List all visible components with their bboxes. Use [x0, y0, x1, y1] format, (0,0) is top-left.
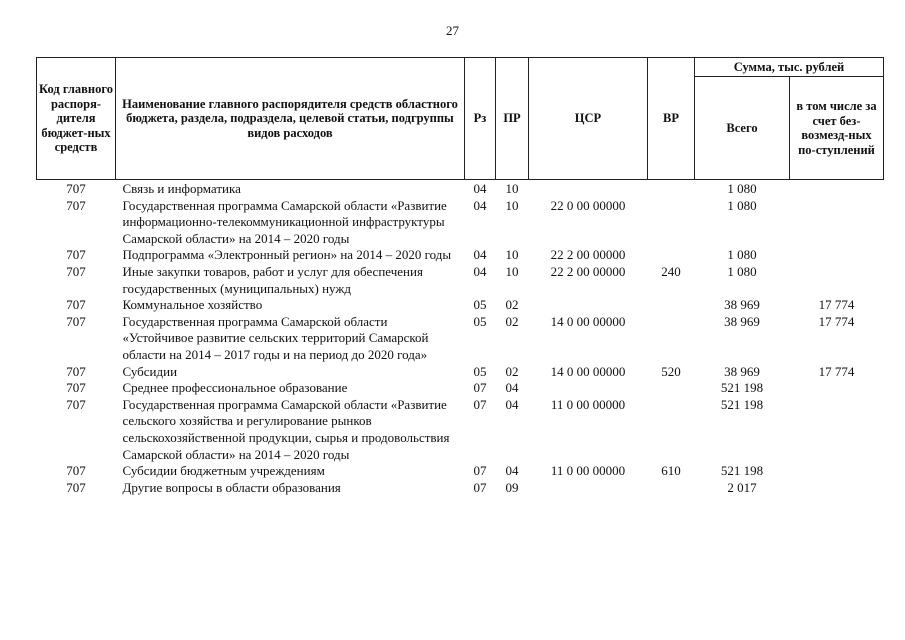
cell-total: 1 080 [727, 197, 757, 213]
cell-csr [529, 180, 648, 198]
cell-name: Коммунальное хозяйство [122, 297, 263, 313]
cell-pr: 04 [505, 380, 519, 396]
cell-csr [529, 380, 648, 397]
cell-code: 707 [66, 263, 86, 279]
cell-vr [648, 380, 695, 397]
cell-csr: 11 0 00 00000 [550, 463, 626, 479]
cell-total: 38 969 [724, 297, 760, 313]
table-row [37, 314, 884, 364]
cell-total: 521 198 [720, 463, 764, 479]
cell-pr: 04 [505, 463, 519, 479]
cell-code: 707 [66, 463, 86, 479]
cell-total: 521 198 [720, 396, 764, 412]
cell-free: 17 774 [818, 313, 855, 329]
cell-free: 17 774 [818, 363, 855, 379]
cell-vr [648, 247, 695, 264]
header-total: Всего [695, 77, 790, 180]
table-row [37, 463, 884, 480]
cell-pr: 02 [505, 297, 519, 313]
table-row [37, 264, 884, 297]
cell-vr [648, 180, 695, 198]
header-rz: Рз [465, 58, 496, 180]
cell-rz: 05 [473, 363, 487, 379]
cell-free [790, 198, 884, 248]
cell-code: 707 [66, 297, 86, 313]
cell-rz: 07 [473, 396, 487, 412]
cell-free [790, 397, 884, 463]
header-code: Код главного распоря-дителя бюджет-ных средств [37, 58, 116, 180]
cell-code: 707 [66, 380, 86, 396]
cell-name: Государственная программа Самарской области «Развитие сельского хозяйства и регулирование рынков сельскохозяйственной продукции, сырья и продовольствия Самарской области» на 2014 – 2020 годы [122, 396, 450, 462]
cell-total: 1 080 [727, 263, 757, 279]
table-row [37, 397, 884, 463]
cell-csr [529, 297, 648, 314]
header-csr: ЦСР [529, 58, 648, 180]
cell-csr [529, 480, 648, 497]
header-name: Наименование главного распорядителя средств областного бюджета, раздела, подраздела, целевой статьи, подгруппы видов расходов [116, 58, 465, 180]
header-sum: Сумма, тыс. рублей [695, 58, 884, 77]
cell-rz: 07 [473, 380, 487, 396]
cell-name: Субсидии бюджетным учреждениям [122, 463, 325, 479]
cell-total: 38 969 [724, 313, 760, 329]
cell-name: Подпрограмма «Электронный регион» на 2014 – 2020 годы [122, 247, 452, 263]
table-row [37, 297, 884, 314]
cell-pr: 09 [505, 479, 519, 495]
cell-name: Другие вопросы в области образования [122, 479, 341, 495]
cell-rz: 04 [473, 197, 487, 213]
cell-vr: 240 [661, 263, 681, 279]
cell-vr [648, 480, 695, 497]
cell-total: 1 080 [727, 247, 757, 263]
cell-pr: 04 [505, 396, 519, 412]
cell-csr: 14 0 00 00000 [550, 313, 626, 329]
table-body [37, 180, 884, 497]
cell-csr: 11 0 00 00000 [550, 396, 626, 412]
cell-free [790, 463, 884, 480]
cell-name: Государственная программа Самарской области «Устойчивое развитие сельских территорий Самарской области на 2014 – 2017 годы и на период до 2020 года» [122, 313, 429, 362]
cell-pr: 10 [505, 263, 519, 279]
table-row [37, 180, 884, 198]
cell-code: 707 [66, 313, 86, 329]
cell-total: 521 198 [720, 380, 764, 396]
cell-pr: 10 [505, 247, 519, 263]
cell-vr: 610 [661, 463, 681, 479]
cell-code: 707 [66, 363, 86, 379]
cell-free [790, 380, 884, 397]
cell-free [790, 180, 884, 198]
cell-rz: 04 [473, 247, 487, 263]
cell-code: 707 [66, 197, 86, 213]
header-vr: ВР [648, 58, 695, 180]
cell-vr [648, 198, 695, 248]
budget-table [36, 57, 884, 496]
table-row [37, 380, 884, 397]
cell-pr: 02 [505, 313, 519, 329]
table-row [37, 247, 884, 264]
cell-rz: 07 [473, 463, 487, 479]
cell-rz: 05 [473, 313, 487, 329]
cell-vr [648, 397, 695, 463]
cell-pr: 10 [505, 181, 519, 196]
cell-free: 17 774 [818, 297, 855, 313]
cell-csr: 22 2 00 00000 [550, 247, 626, 263]
cell-vr [648, 314, 695, 364]
page-number: 27 [446, 23, 459, 38]
cell-name: Связь и информатика [122, 181, 241, 196]
cell-code: 707 [66, 396, 86, 412]
cell-csr: 22 2 00 00000 [550, 263, 626, 279]
cell-total: 1 080 [727, 181, 757, 196]
cell-free [790, 480, 884, 497]
cell-code: 707 [66, 479, 86, 495]
header-free: в том числе за счет без-возмезд-ных по-ступлений [790, 77, 884, 180]
cell-name: Иные закупки товаров, работ и услуг для обеспечения государственных (муниципальных) нужд [122, 263, 423, 296]
cell-free [790, 264, 884, 297]
table-row [37, 198, 884, 248]
cell-pr: 10 [505, 197, 519, 213]
cell-total: 2 017 [727, 479, 757, 495]
table-row [37, 364, 884, 381]
cell-code: 707 [66, 247, 86, 263]
header-pr: ПР [496, 58, 529, 180]
cell-pr: 02 [505, 363, 519, 379]
cell-rz: 05 [473, 297, 487, 313]
cell-csr: 14 0 00 00000 [550, 363, 626, 379]
cell-rz: 07 [473, 479, 487, 495]
cell-total: 38 969 [724, 363, 760, 379]
table-row [37, 480, 884, 497]
cell-rz: 04 [473, 181, 487, 196]
cell-code: 707 [66, 181, 86, 196]
cell-vr [648, 297, 695, 314]
cell-name: Субсидии [122, 363, 178, 379]
cell-csr: 22 0 00 00000 [550, 197, 626, 213]
cell-vr: 520 [661, 363, 681, 379]
cell-free [790, 247, 884, 264]
cell-name: Среднее профессиональное образование [122, 380, 348, 396]
cell-name: Государственная программа Самарской области «Развитие информационно-телекоммуникационной инфраструктуры Самарской области» на 2014 – 2020 годы [122, 197, 447, 246]
cell-rz: 04 [473, 263, 487, 279]
